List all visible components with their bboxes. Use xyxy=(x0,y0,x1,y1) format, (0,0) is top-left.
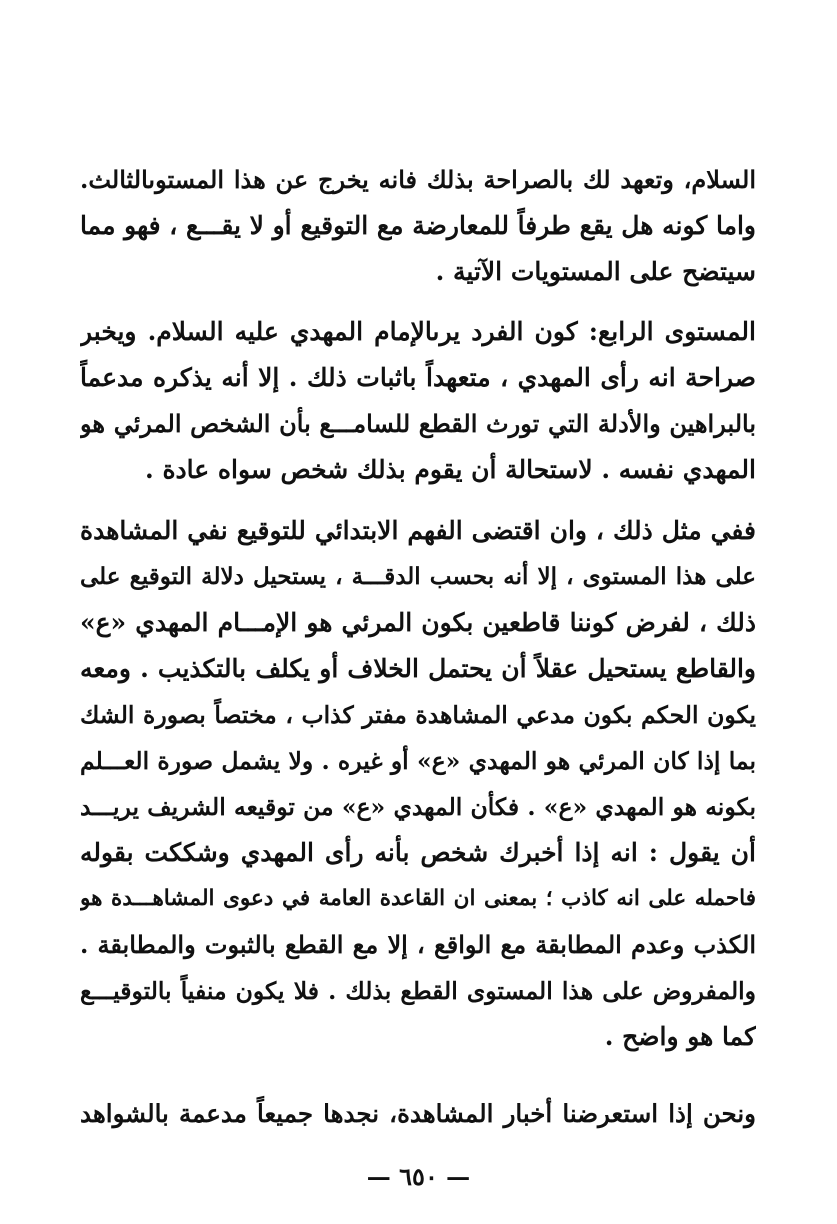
text-line: سيتضح على المستويات الآتية . xyxy=(435,257,756,286)
text-line: كما هو واضح . xyxy=(604,1022,756,1051)
page-number: — ٦٥٠ — xyxy=(366,1162,471,1191)
text-line: السلام، وتعهد لك بالصراحة بذلك فانه يخرج عن هذا المستوىالثالث. xyxy=(80,165,756,194)
text-line: ونحن إذا استعرضنا أخبار المشاهدة، نجدها جميعاً مدعمة بالشواهد xyxy=(80,1099,756,1128)
text-line: صراحة انه رأى المهدي ، متعهداً باثبات ذلك . إلا أنه يذكره مدعماً xyxy=(80,363,756,392)
text-line: ذلك ، لفرض كوننا قاطعين بكون المرئي هو الإمـــام المهدي «ع» xyxy=(80,608,756,637)
text-line: أن يقول : انه إذا أخبرك شخص بأنه رأى المهدي وشككت بقوله xyxy=(80,838,756,867)
paragraph-3 xyxy=(80,508,756,1060)
text-line: والقاطع يستحيل عقلاً أن يحتمل الخلاف أو يكلف بالتكذيب . ومعه xyxy=(80,654,756,683)
text-line: يكون الحكم بكون مدعي المشاهدة مفتر كذاب ، مختصاً بصورة الشك xyxy=(80,701,756,729)
text-line: بما إذا كان المرئي هو المهدي «ع» أو غيره . ولا يشمل صورة العـــلم xyxy=(80,747,756,775)
paragraph-2 xyxy=(80,309,756,493)
paragraph-1 xyxy=(80,157,756,295)
text-line: الكذب وعدم المطابقة مع الواقع ، إلا مع القطع بالثبوت والمطابقة . xyxy=(80,930,756,959)
text-line: والمفروض على هذا المستوى القطع بذلك . فلا يكون منفياً بالتوقيـــع xyxy=(80,977,756,1005)
text-line: على هذا المستوى ، إلا أنه بحسب الدقـــة ، يستحيل دلالة التوقيع على xyxy=(80,563,756,590)
text-line: المستوى الرابع: كون الفرد يرىالإمام المهدي عليه السلام. ويخبر xyxy=(80,317,756,346)
text-line: واما كونه هل يقع طرفاً للمعارضة مع التوقيع أو لا يقـــع ، فهو مما xyxy=(80,211,756,240)
text-line: بكونه هو المهدي «ع» . فكأن المهدي «ع» من توقيعه الشريف يريـــد xyxy=(80,793,756,821)
paragraph-4 xyxy=(80,1091,756,1137)
text-line: بالبراهين والأدلة التي تورث القطع للسامـــع بأن الشخص المرئي هو xyxy=(80,409,756,438)
text-line: فاحمله على انه كاذب ؛ بمعنى ان القاعدة العامة في دعوى المشاهـــدة هو xyxy=(80,886,756,911)
text-line: ففي مثل ذلك ، وان اقتضى الفهم الابتدائي للتوقيع نفي المشاهدة xyxy=(80,516,756,545)
text-line: المهدي نفسه . لاستحالة أن يقوم بذلك شخص سواه عادة . xyxy=(145,455,756,484)
